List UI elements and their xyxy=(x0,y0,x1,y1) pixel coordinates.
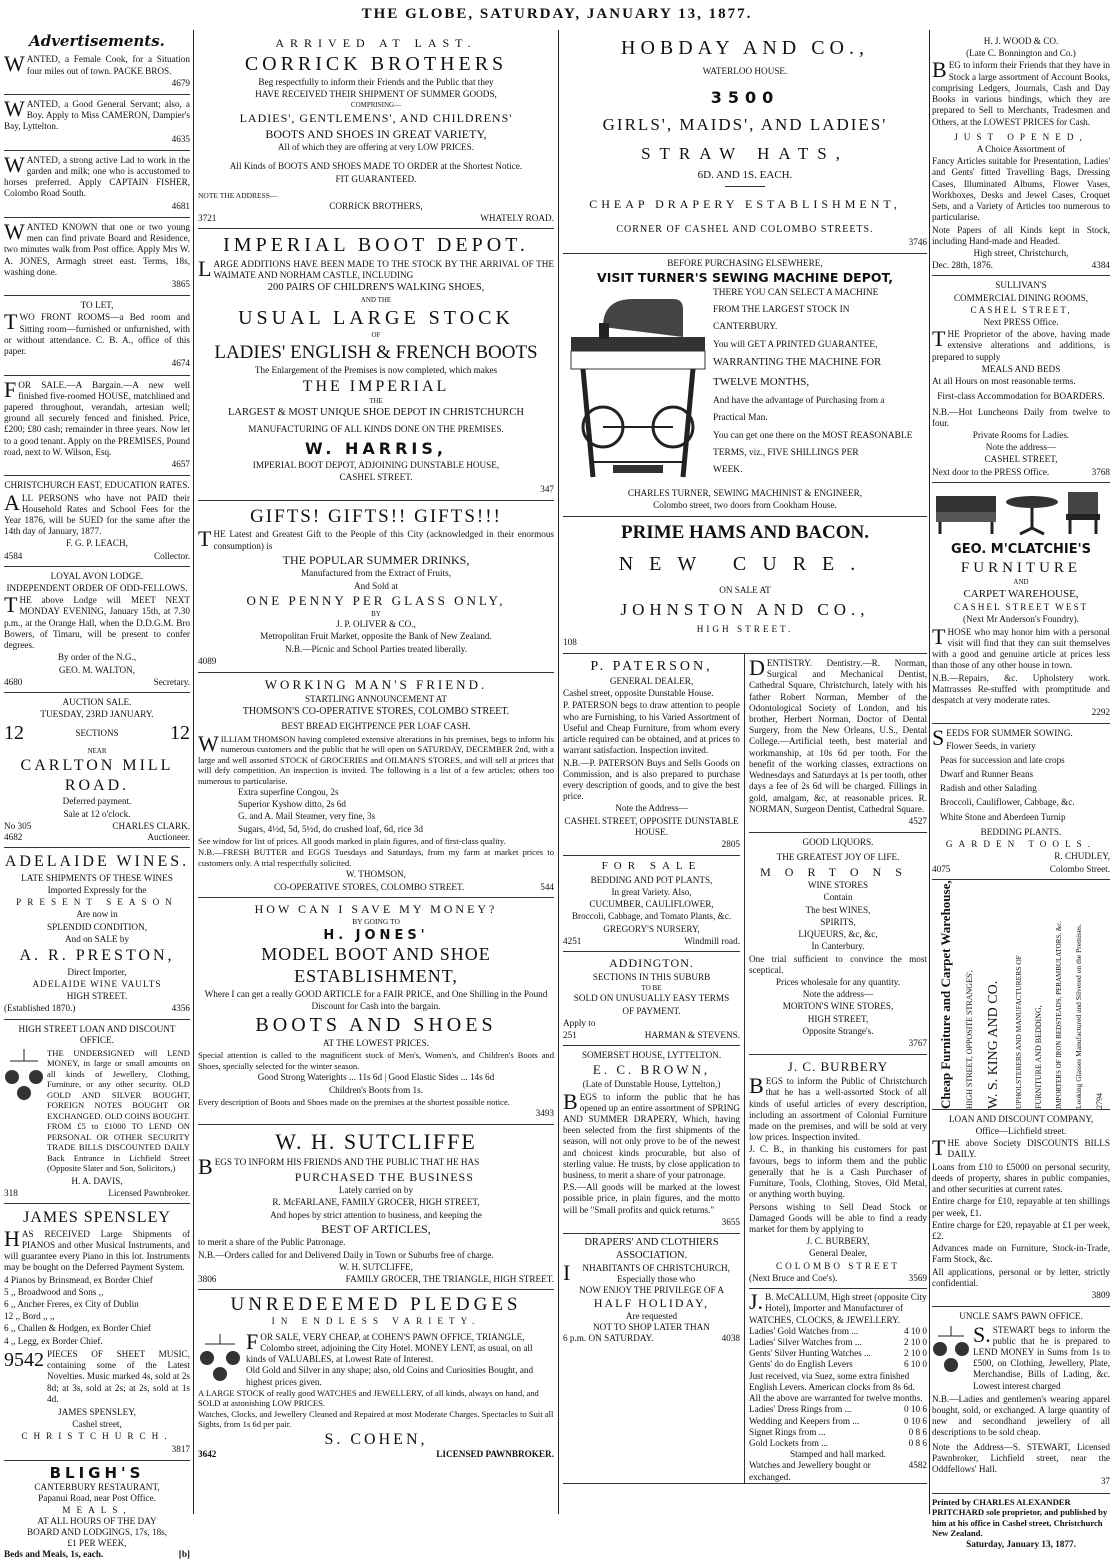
ad-to-let: TO LET, TWO FRONT ROOMS—a Bed room and Sitting room—furnished or unfurnished, with or without attendance. C. B. A., office of this paper. 4674 xyxy=(4,296,190,375)
ad-seeds-summer-sowing: SEEDS FOR SUMMER SOWING. Flower Seeds, in variety Peas for succession and late crops Dwarf and Runner Beans Radish and other Salading Broccoli, Cauliflower, Cabbage, &c. White Stone and Aberdeen Turnip BEDDING PLANTS. GARDEN TOOLS. R. CHUDLEY, 4075 Colombo Street. xyxy=(932,724,1110,879)
ad-cook: WANTED, a Female Cook, for a Situation four miles out of town. PACKE BROS. 4679 xyxy=(4,50,190,95)
tea-price-list: Extra superfine Congou, 2s Superior Kyshow ditto, 2s 6d G. and A. Mail Steamer, very fine, 3s Sugars, 4½d, 5d, 5½d, do crushed loaf, 6d, rice 3d xyxy=(238,787,423,834)
ad-addington: ADDINGTON. SECTIONS IN THIS SUBURB TO BE SOLD ON UNUSUALLY EASY TERMS OF PAYMENT. Apply to 251 HARMAN & STEVENS. xyxy=(563,952,740,1046)
printers-imprint: Printed by CHARLES ALEXANDER PRITCHARD sole proprietor, and published by him at his office in Cashel street, Christchurch New Zealand. Saturday, January 13, 1877. xyxy=(932,1496,1108,1549)
ad-drapers-association: DRAPERS' AND CLOTHIERS ASSOCIATION. INHABITANTS OF CHRISTCHURCH, Especially those who NOW ENJOY THE PRIVILEGE OF A HALF HOLIDAY, Are requested NOT TO SHOP LATER THAN 6 p.m. ON SATURDAY. 4038 xyxy=(563,1237,740,1344)
ad-dentistry: DENTISTRY. Dentistry.—R. Norman, Surgical and Mechanical Dentist, Cathedral Square, Christchurch, lately with his father Robert Norman, Member of the Odontological Society of London, and his brother, Herbert Norman, Doctor of Dental Surgery, from the New Orleans, U.S., Dental College.—Artificial teeth, best material and workmanship, at 10s 6d per tooth. For the benefit of the working classes, extractions on Wednesdays and Saturdays at 1s per tooth, other days a fee of 2s 6d will be charged. Fillings in gold, amalgam, &c, at reasonable prices. R. NORMAN, Surgeon Dentist, Cathedral Square. 4527 xyxy=(749,654,927,833)
column-rule xyxy=(929,30,930,1514)
ad-for-sale-house: FOR SALE.—A Bargain.—A new well finished five-roomed HOUSE, matchlined and papered throughout, verandah, artesian well; ground all securely fenced and finished. Price, £200; £80 cash; remainder in three years. Now let to a good tenant. Apply on the PREMISES, Pound road, next to W. Wilson, Esq. 4657 xyxy=(4,376,190,477)
ad-jc-burbery: J. C. BURBERY BEGS to inform the Public of Christchurch that he has a well-assorted Stock of all kinds of useful articles of every description, including an assortment of Colonial Furniture made on the premises, and will be sold at very low prices. Inspection invited. J. C. B., in thanking his customers for past favours, begs to inform them and the public generally that he is a Cash Purchaser of Furniture, Tools, Clothing, Stoves, Old Metal, or anything worth buying. Persons wishing to Sell Dead Stock or Damaged Goods will be able to find a ready market for them by applying to J. C. BURBERY, General Dealer, COLOMBO STREET (Next Bruce and Coe's). 3569 xyxy=(749,1055,927,1289)
col3-left xyxy=(563,654,745,1483)
section-heading: Advertisements. xyxy=(29,32,165,50)
ad-uncle-sams-pawn-office: UNCLE SAM'S PAWN OFFICE. S.STEWART begs to inform the public that he is prepared to LEND MONEY in Sums from 1s to £500, on Clothing, Jewellery, Plate, Merchandise, Bills of Lading, &c. Lowest interest charged N.B.—Ladies and gentlemen's wearing apparel bought, sold, or exchanged. A large quantity of new and secondhand jewellery of all descriptions to be sold cheap. Note the Address—S. STEWART, Licensed Pawnbroker, Lichfield street, near the Oddfellows' Hall. 37 xyxy=(932,1307,1110,1493)
pawnbroker-balls-icon xyxy=(932,1324,970,1376)
pawnbroker-balls-icon xyxy=(4,1047,44,1105)
ad-lad: WANTED, a strong active Lad to work in the garden and milk; one who is accustomed to horses preferred. Apply CAPTAIN FISHER, Colombo Road South. 4681 xyxy=(4,151,190,218)
column-1 xyxy=(4,32,190,1560)
col3-split xyxy=(563,654,927,1484)
ad-wanted-known: WANTED KNOWN that one or two young men can find private Board and Residence, two minutes walk from Post office. Apply Mrs W. A. JONES, Armagh street east. Terms, 18s, washing done. 3865 xyxy=(4,218,190,296)
ad-hobday-and-co: HOBDAY AND CO., WATERLOO HOUSE. 3500 GIRLS', MAIDS', AND LADIES' STRAW HATS, 6D. AND 1S. EACH. CHEAP DRAPERY ESTABLISHMENT, CORNER OF CASHEL AND COLOMBO STREETS. 3746 xyxy=(563,32,927,254)
ad-working-mans-friend: WORKING MAN'S FRIEND. STARTLING ANNOUNCEMENT AT THOMSON'S CO-OPERATIVE STORES, COLOMBO STREET. BEST BREAD EIGHTPENCE PER LOAF CASH. WILLIAM THOMSON having completed extensive alterations in his premises, begs to inform his numerous customers and the public that he will open on SATURDAY, DECEMBER 2nd, with a large and well assorted STOCK of GROCERIES and OILMAN'S STORES, and will sell at prices that will defy competition. An inspection is invited. The following is a list of a few articles; others too numerous to particularise. Extra superfine Congou, 2s Superior Kyshow ditto, 2s 6d G. and A. Mail Steamer, very fine, 3s Sugars, 4½d, 5d, 5½d, do crushed loaf, 6d, rice 3d See window for list of prices. All goods marked in plain figures, and of first-class quality. N.B.—FRESH BUTTER and EGGS Tuesdays and Saturdays, from my farm at market prices to customers only. A trial respectfully solicited. W. THOMSON, CO-OPERATIVE STORES, COLOMBO STREET. 544 xyxy=(198,673,554,898)
column-2 xyxy=(198,32,554,1512)
ad-prime-hams: PRIME HAMS AND BACON. NEW CURE. ON SALE AT JOHNSTON AND CO., HIGH STREET. 108 xyxy=(563,517,927,654)
ad-mclatchie-furniture: GEO. M'CLATCHIE'S FURNITURE AND CARPET WAREHOUSE, CASHEL STREET WEST (Next Mr Anderson's Foundry). THOSE who may honor him with a personal visit will find that they can suit themselves with a good and genuine article at prices less than those of any other house in town. N.B.—Repairs, &c. Upholstery work. Mattrasses Re-stuffed with promptitude and despatch at very moderate rates. 2292 xyxy=(932,483,1110,725)
ad-ec-brown: SOMERSET HOUSE, LYTTELTON. E. C. BROWN, (Late of Dunstable House, Lyttelton,) BEGS to inform the public that he has opened up an entire assortment of SPRING AND SUMMER DRAPERY, Which, having been selected from the first shipments of the season, will not only prove to be of the newest and choicest kinds procurable, but also of sterling value. He trusts, by close application to business, to merit a share of your patronage. P.S.—All goods will be marked at the lowest possible price, in plain figures, and the motto will be "Small profits and quick returns." 3655 xyxy=(563,1046,740,1234)
ad-corrick-brothers: ARRIVED AT LAST. CORRICK BROTHERS Beg respectfully to inform their Friends and the Public that they HAVE RECEIVED THEIR SHIPMENT OF SUMMER GOODS, COMPRISING— LADIES', GENTLEMENS', AND CHILDRENS' BOOTS AND SHOES IN GREAT VARIETY, All of which they are offering at very LOW PRICES. All Kinds of BOOTS AND SHOES MADE TO ORDER at the Shortest Notice. FIT GUARANTEED. NOTE THE ADDRESS— CORRICK BROTHERS, 3721 WHATELY ROAD. xyxy=(198,32,554,229)
ad-adelaide-wines: ADELAIDE WINES. LATE SHIPMENTS OF THESE WINES Imported Expressly for the PRESENT SEASON Are now in SPLENDID CONDITION, And on SALE by A. R. PRESTON, Direct Importer, ADELAIDE WINE VAULTS HIGH STREET. (Established 1870.) 4356 xyxy=(4,848,190,1019)
ad-blighs-restaurant: BLIGH'S CANTERBURY RESTAURANT, Papanui Road, near Post Office. MEALS, AT ALL HOURS OF THE DAY BOARD AND LODGINGS, 17s, 18s, £1 PER WEEK, Beds and Meals, 1s, each. [b] xyxy=(4,1463,190,1560)
ad-avon-lodge: LOYAL AVON LODGE. INDEPENDENT ORDER OF ODD-FELLOWS. THE above Lodge will MEET NEXT MONDAY EVENING, January 15th, at 7.30 p.m., at the Orange Hall, when the D.D.G.M. Bro Bowers, of Timaru, will be present to confer degrees. By order of the N.G., GEO. M. WALTON, 4680 Secretary. xyxy=(4,567,190,693)
pawnbroker-balls-icon xyxy=(198,1332,242,1384)
column-rule xyxy=(558,30,559,1514)
ad-p-paterson: P. PATERSON, GENERAL DEALER, Cashel street, opposite Dunstable House. P. PATERSON begs to draw attention to people who are Furnishing, to his Varied Assortment of Useful and Cheap Furniture, from whom every article required can be obtained, and at prices to warrant satisfaction. Inspection invited. N.B.—P. PATERSON Buys and Sells Goods on Commission, and is also prepared to purchase every description of goods, and to give the best price. Note the Address— CASHEL STREET, OPPOSITE DUNSTABLE HOUSE. 2805 xyxy=(563,654,740,856)
ad-auction: AUCTION SALE. TUESDAY, 23RD JANUARY. 12 SECTIONS 12 NEAR CARLTON MILL ROAD. Deferred payment. Sale at 12 o'clock. No 305 CHARLES CLARK. 4682 Auctioneer. xyxy=(4,693,190,848)
col3-right xyxy=(745,654,927,1483)
ad-ws-king-vertical: Cheap Furniture and Carpet Warehouse, HIGH STREET, OPPOSITE STRANGES', W. S. KING AND CO. UPHOLSTERERS AND MANUFACTURERS OF FURNITURE AND BEDDING, IMPORTERS OF IRON BEDSTEADS, PERAMBULATORS, &c. Looking Glasses Manufactured and Silvered on the Premises. 2794 xyxy=(932,880,1110,1110)
masthead: THE GLOBE, SATURDAY, JANUARY 13, 1877. xyxy=(361,6,753,22)
ad-mortons-wine-stores: GOOD LIQUORS. THE GREATEST JOY OF LIFE. MORTONS WINE STORES Contain The best WINES, SPIRITS, LIQUEURS, &c, &c, In Canterbury. One trial sufficient to convince the most sceptical. Prices wholesale for any quantity. Note the address— MORTON'S WINE STORES, HIGH STREET, Opposite Strange's. 3767 xyxy=(749,833,927,1055)
ad-unredeemed-pledges: UNREDEEMED PLEDGES IN ENDLESS VARIETY. FOR SALE, VERY CHEAP, at COHEN'S PAWN OFFICE, TRIANGLE, Colombo street, adjoining the City Hotel. MONEY LENT, as usual, on all kinds of VALUABLES, at Lowest Rate of Interest. Old Gold and Silver in any shape; also, old Coins and Curiosities Bought, and highest prices given. A LARGE STOCK of really good WATCHES and JEWELLERY, of all kinds, always on hand, and SOLD at astonishing LOW PRICES. Watches, Clocks, and Jewellery Cleaned and Repaired at most Moderate Charges. Spectacles to Suit all Sights, from 1s 6d per pair. S. COHEN, 3642 LICENSED PAWNBROKER. xyxy=(198,1294,554,1460)
ad-gregorys-nursery: FOR SALE BEDDING AND POT PLANTS, In great Variety. Also, CUCUMBER, CAULIFLOWER, Broccoli, Cabbage, and Tomato Plants, &c. GREGORY'S NURSERY, 4251 Windmill road. xyxy=(563,856,740,952)
ad-sutcliffe: W. H. SUTCLIFFE BEGS TO INFORM HIS FRIENDS AND THE PUBLIC THAT HE HAS PURCHASED THE BUSINESS Lately carried on by R. McFARLANE, FAMILY GROCER, HIGH STREET, And hopes by strict attention to business, and keeping the BEST OF ARTICLES, to merit a share of the Public Patronage. N.B.—Orders called for and Delivered Daily in Town or Suburbs free of charge. W. H. SUTCLIFFE, 3806 FAMILY GROCER, THE TRIANGLE, HIGH STREET. xyxy=(198,1125,554,1290)
seeds-list: Flower Seeds, in variety Peas for succession and late crops Dwarf and Runner Beans Radish and other Salading Broccoli, Cauliflower, Cabbage, &c. White Stone and Aberdeen Turnip xyxy=(940,740,1075,822)
ad-mccallum-watches: J.B. McCALLUM, High street (opposite City Hotel), Importer and Manufacturer of WATCHES, CLOCKS, & JEWELLERY. Ladies' Gold Watches from ... 4 10 0 Ladies' Silver Watches from ... 2 10 0 Gents' Silver Hunting Watches ... 2 10 0 Gents' do do English Levers 6 10 0 Just received, via Suez, some extra finished English Levers. American clocks from 8s 6d. All the above are warranted for twelve months. Ladies' Dress Rings from ... 0 10 6 Wedding and Keepers from ... 0 10 6 Signet Rings from ... 0 8 6 Gold Lockets from ... 0 8 6 Stamped and hall marked. Watches and Jewellery bought or exchanged. 4582 xyxy=(749,1289,927,1482)
sewing-machine-illustration xyxy=(563,287,713,487)
ad-turners-sewing-machine: BEFORE PURCHASING ELSEWHERE, VISIT TURNER'S SEWING MACHINE DEPOT, THERE YOU CAN SELECT A MACHINE FROM THE LARGEST STOCK IN CANTERBURY. You will GET A PRINTED GUARANTEE, WARRANTING THE MACHINE FOR TWELVE MONTHS, And have the advantage of Purchasing from a Practical Man. You can get one there on the MOST REASONABLE TERMS, viz., FIVE SHILLINGS PER WEEK. CHARLES TURNER, SEWING MACHINIST & ENGINEER, Colombo street, two doors from Cookham House. xyxy=(563,254,927,517)
column-4 xyxy=(932,32,1110,1549)
turner-features: THERE YOU CAN SELECT A MACHINE FROM THE LARGEST STOCK IN CANTERBURY. You will GET A PRINTED GUARANTEE, WARRANTING THE MACHINE FOR TWELVE MONTHS, And have the advantage of Purchasing from a Practical Man. You can get one there on the MOST REASONABLE TERMS, viz., FIVE SHILLINGS PER WEEK. xyxy=(713,287,913,476)
ad-gifts-summer-drinks: GIFTS! GIFTS!! GIFTS!!! THE Latest and Greatest Gift to the People of this City (acknowledged in their enormous consumption) is THE POPULAR SUMMER DRINKS, Manufactured from the Extract of Fruits, And Sold at ONE PENNY PER GLASS ONLY, BY J. P. OLIVER & CO., Metropolitan Fruit Market, opposite the Bank of New Zealand. N.B.—Picnic and School Parties treated liberally. 4089 xyxy=(198,501,554,673)
furniture-illustration xyxy=(932,486,1110,538)
ad-loan-discount-company: LOAN AND DISCOUNT COMPANY, Office—Lichfield street. THE above Society DISCOUNTS BILLS DAILY. Loans from £10 to £5000 on personal security, deeds of property, shares in public companies, and other securities at current rates. Entire charge for £10, repayable at ten shillings per week, £1. Entire charge for £20, repayable at £1 per week, £2. Advances made on Furniture, Stock-in-Trade, Farm Stock, &c. All applications, personal or by letter, strictly confidential. 3809 xyxy=(932,1110,1110,1308)
ad-sullivans-dining-rooms: SULLIVAN'S COMMERCIAL DINING ROOMS, CASHEL STREET, Next PRESS Office. THE Proprietor of the above, having made extensive alterations and additions, is prepared to supply MEALS AND BEDS At all Hours on most reasonable terms. First-class Accommodation for BOARDERS. N.B.—Hot Luncheons Daily from twelve to four. Private Rooms for Ladies. Note the address— CASHEL STREET, Next door to the PRESS Office. 3768 xyxy=(932,276,1110,483)
column-3 xyxy=(563,32,927,1512)
column-rule xyxy=(193,30,194,1514)
ad-hj-wood: H. J. WOOD & CO. (Late C. Bonnington and Co.) BEG to inform their Friends that they have in Stock a large assortment of Account Books, comprising Ledgers, Journals, Cash and Day Books in various bindings, which they are prepared to Sell to Merchants, Tradesmen and Others, at the LOWEST PRICES for Cash. JUST OPENED, A Choice Assortment of Fancy Articles suitable for Presentation, Ladies' and Gents' fitted Travelling Bags, Dressing Cases, Illuminated Albums, Flower Vases, Workboxes, Desks and Jewel Cases, Croquet Sets, and a Variety of Articles too numerous to particularise. Note Papers of all Kinds kept in Stock, including Hand-made and Headed. High street, Christchurch, Dec. 28th, 1876. 4384 xyxy=(932,32,1110,276)
ad-james-spensley: JAMES SPENSLEY HAS RECEIVED Large Shipments of PIANOS and other Musical Instruments, and will guarantee every Piano in this lot. Instruments may be bought on the Deferred Payment System. 4 Pianos by Brinsmead, ex Border Chief 5 ,, Broadwood and Sons ,, 6 ,, Ancher Freres, ex City of Dublin 12 ,, Bord ,, ,, 6 ,, Challen & Hodgen, ex Border Chief 4 ,, Legg, ex Border Chief. 9542 PIECES OF SHEET MUSIC, containing some of the Latest Novelties. Music marked 4s, sold at 2s 8d; at 3s, sold at 2s; at 2s, sold at 1s 4d. JAMES SPENSLEY, Cashel street, CHRISTCHURCH. 3817 xyxy=(4,1204,190,1461)
ad-servant: WANTED, a Good General Servant; also, a Boy. Apply to Miss CAMERON, Dampier's Bay, Lyttelton. 4635 xyxy=(4,95,190,151)
ad-high-street-loan: HIGH STREET LOAN AND DISCOUNT OFFICE. THE UNDERSIGNED will LEND MONEY, in large or small amounts on all kinds of Jewellery, Clothing, Furniture, or any other security. OLD GOLD AND SILVER BOUGHT, FOREIGN NOTES BOUGHT OR EXCHANGED. OLD COINS BOUGHT. FROM £5 to £1000 TO LEND ON PERSONAL OR OTHER SECURITY TRADE BILLS DISCOUNTED DAILY Back Entrance in Lichfield Street (Opposite Slater and Son, Solicitors,) H. A. DAVIS, 318 Licensed Pawnbroker. xyxy=(4,1020,190,1205)
ad-imperial-boot-depot: IMPERIAL BOOT DEPOT. LARGE ADDITIONS HAVE BEEN MADE TO THE STOCK BY THE ARRIVAL OF THE WAIMATE AND NORHAM CASTLE, INCLUDING 200 PAIRS OF CHILDREN'S WALKING SHOES, AND THE USUAL LARGE STOCK OF LADIES' ENGLISH & FRENCH BOOTS The Enlargement of the Premises is now completed, which makes THE IMPERIAL THE LARGEST & MOST UNIQUE SHOE DEPOT IN CHRISTCHURCH MANUFACTURING OF ALL KINDS DONE ON THE PREMISES. W. HARRIS, IMPERIAL BOOT DEPOT, ADJOINING DUNSTABLE HOUSE, CASHEL STREET. 347 xyxy=(198,229,554,501)
piano-list: 4 Pianos by Brinsmead, ex Border Chief 5 ,, Broadwood and Sons ,, 6 ,, Ancher Freres, ex City of Dublin 12 ,, Bord ,, ,, 6 ,, Challen & Hodgen, ex Border Chief 4 ,, Legg, ex Border Chief. xyxy=(4,1274,153,1346)
ad-h-jones: HOW CAN I SAVE MY MONEY? BY GOING TO H. JONES' MODEL BOOT AND SHOE ESTABLISHMENT, Where I can get a really GOOD ARTICLE for a FAIR PRICE, and One Shilling in the Pound Discount for Cash into the bargain. BOOTS AND SHOES AT THE LOWEST PRICES. Special attention is called to the magnificent stock of Men's, Women's, and Children's Boots and Shoes, specially selected for the winter season. Good Strong Waterights ... 11s 6d | Good Elastic Sides ... 14s 6d Children's Boots from 1s. Every description of Boots and Shoes made on the premises at the shortest possible notice. 3493 xyxy=(198,898,554,1126)
ad-education-rates: CHRISTCHURCH EAST, EDUCATION RATES. ALL PERSONS who have not PAID their Household Rates and School Fees for the Year 1876, will be SUED for the same after the 14th day of January, 1877. F. G. P. LEACH, 4584 Collector. xyxy=(4,476,190,567)
